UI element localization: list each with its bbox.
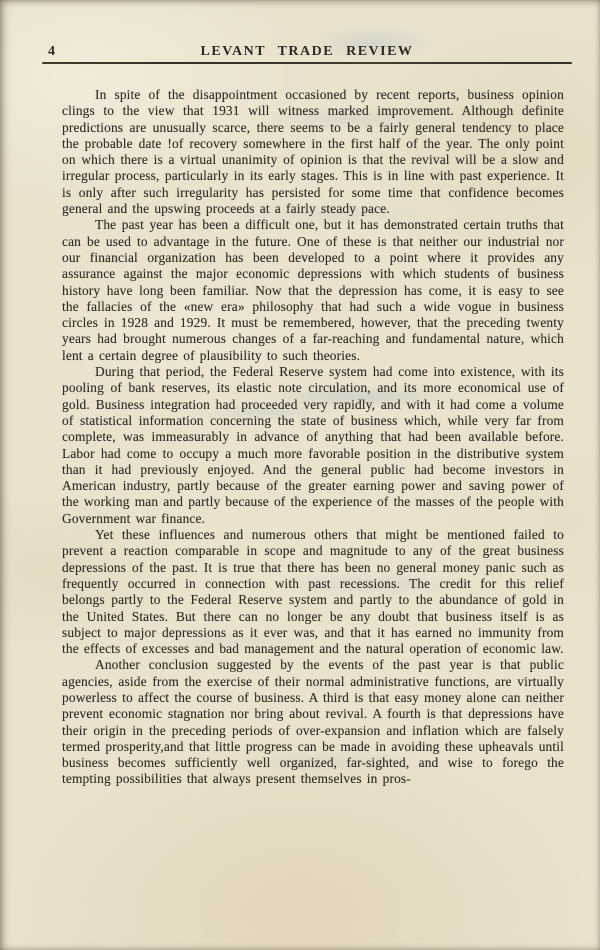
paragraph-reaction-depressions: Yet these influences and numerous others that might be mentioned failed to prevent a reaction comparable in scope and magnitude to any of the great business depressions of the past. It is true that there has been no general money panic such as frequently occurred in connection with past recessions. The credit for this relief belongs partly to the Federal Reserve system and partly to the abundance of gold in the United States. But there can no longer be any doubt that business itself is as subject to major depressions as it ever was, and that it has earned no immunity from the effects of excesses and bad management and the natural operation of economic law. xyxy=(62,527,564,657)
page-header xyxy=(42,42,572,64)
header-rule xyxy=(42,62,572,64)
journal-title: LEVANT TRADE REVIEW xyxy=(200,44,414,59)
paragraph-outlook-1931: In spite of the disappointment occasioned by recent reports, business opinion clings to the view that 1931 will witness marked improvement. Although definite predictions are unusually scarce, there seems to be a fairly general tendency to place the probable date !of recovery somewhere in the first half of the year. The only point on which there is a virtual unanimity of opinion is that the revival will be a slow and irregular process, particularly in its early stages. This is in line with past experience. It is only after such irregularity has persisted for some time that confidence becomes general and the upswing proceeds at a fairly steady pace. xyxy=(62,87,564,217)
article-body xyxy=(62,87,564,788)
page-number: 4 xyxy=(48,44,55,59)
paragraph-federal-reserve-era: During that period, the Federal Reserve system had come into existence, with its pooling of bank reserves, its elastic note circulation, and its more economical use of gold. Business integration had proceeded very rapidly, and with it had come a volume of statistical information concerning the state of business which, while very far from complete, was immeasurably in advance of anything that had been available before. Labor had come to occupy a much more favorable position in the distributive system than it had previously enjoyed. And the general public had become investors in American industry, partly because of the greater earning power and saving power of the working man and partly because of the experience of the masses of the people with Government war finance. xyxy=(62,364,564,526)
paragraph-conclusions: Another conclusion suggested by the events of the past year is that public agencies, aside from the exercise of their normal administrative functions, are virtually powerless to affect the course of business. A third is that easy money alone can neither prevent economic stagnation nor bring about revival. A fourth is that depressions have their origin in the preceding periods of over-expansion and inflation which are falsely termed prosperity,and that little progress can be made in avoiding these upheavals until business becomes sufficiently well organized, far-sighted, and wise to forego the tempting possibilities that always present themselves in pros- xyxy=(62,657,564,787)
paragraph-past-year-lessons: The past year has been a difficult one, but it has demonstrated certain truths that can be used to advantage in the future. One of these is that neither our industrial nor our financial organization has been developed to a point where it provides any assurance against the major economic depressions with which students of business history have long been familiar. Now that the depression has come, it is easy to see the fallacies of the «new era» philosophy that had such a wide vogue in business circles in 1928 and 1929. It must be remembered, however, that the preceding twenty years had brought numerous changes of a far-reaching and fundamental nature, which lent a certain degree of plausibility to such theories. xyxy=(62,217,564,363)
